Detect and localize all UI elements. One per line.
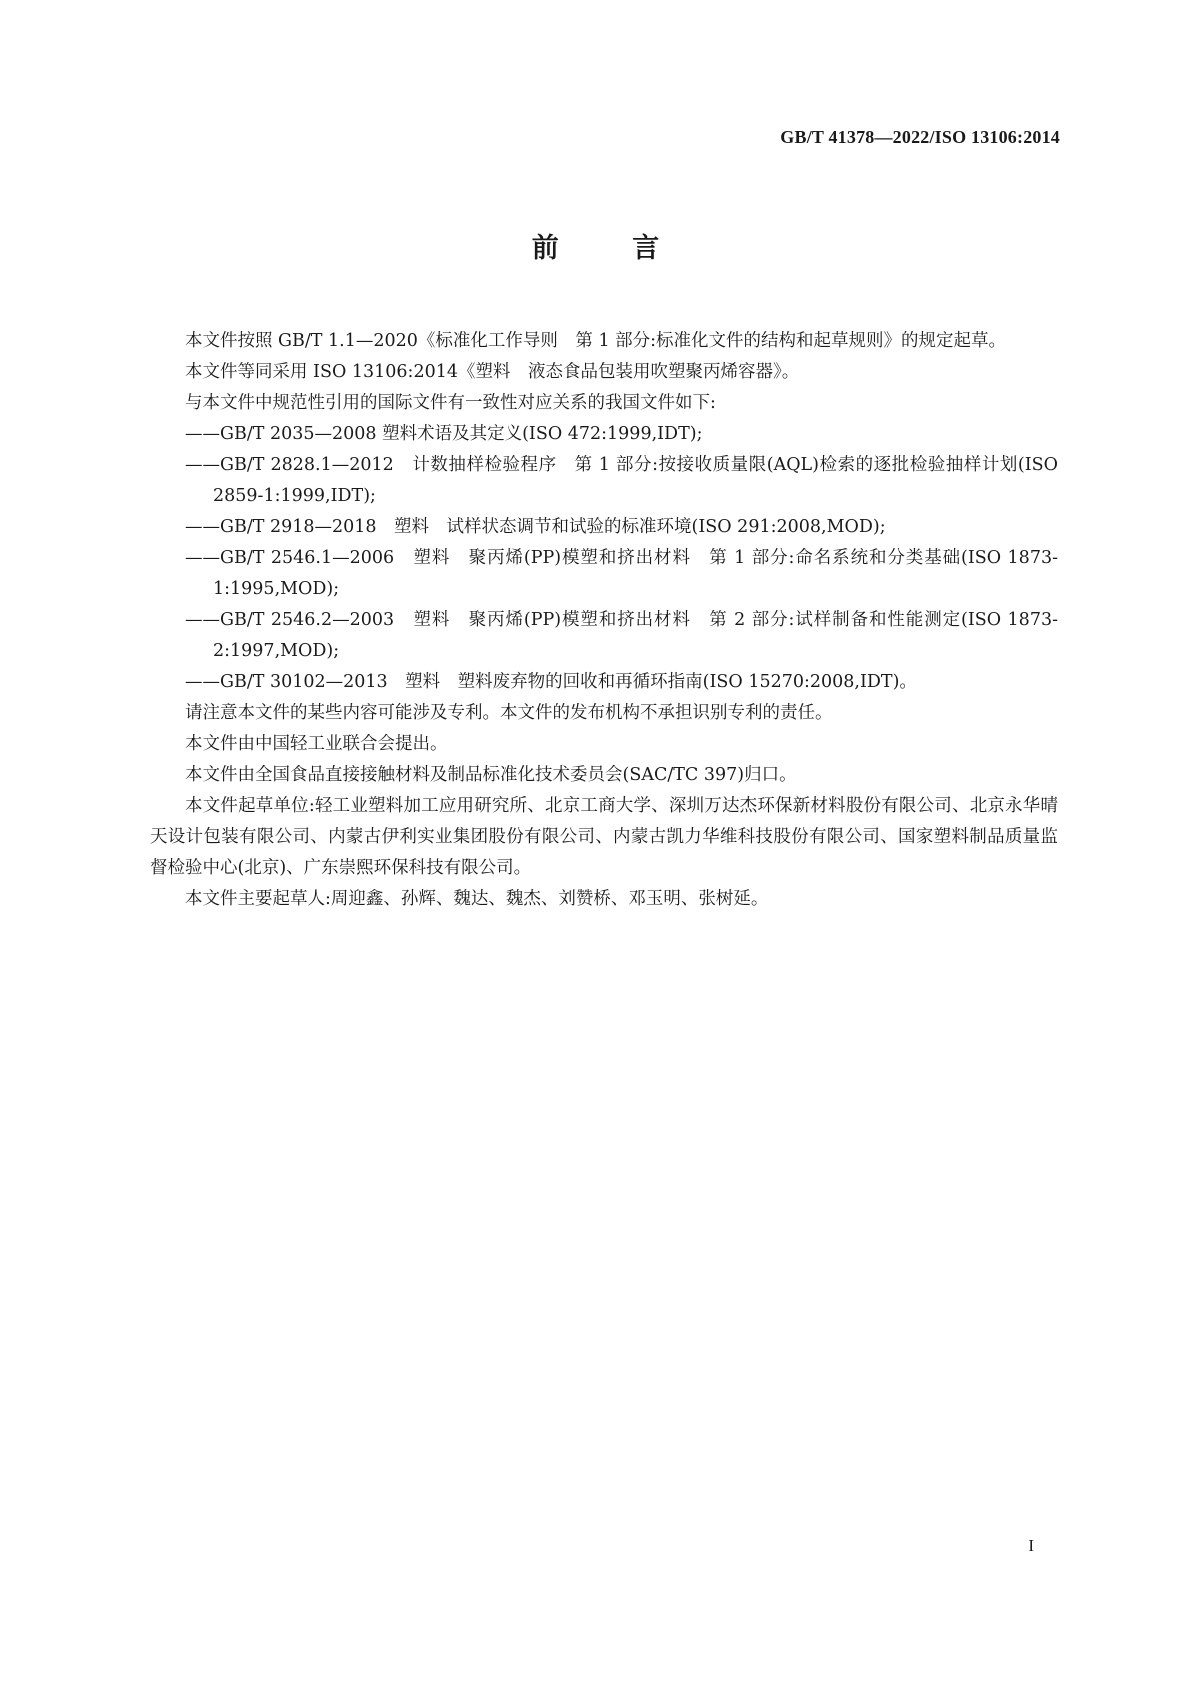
- reference-item: ——GB/T 30102—2013 塑料 塑料废弃物的回收和再循环指南(ISO 15270:2008,IDT)。: [185, 672, 917, 692]
- reference-item: ——GB/T 2546.2—2003 塑料 聚丙烯(PP)模塑和挤出材料 第 2 部分:试样制备和性能测定(ISO 1873-2:1997,MOD);: [185, 610, 1058, 661]
- drafting-organizations-paragraph: 本文件起草单位:轻工业塑料加工应用研究所、北京工商大学、深圳万达杰环保新材料股份有限公司、北京永华晴天设计包装有限公司、内蒙古伊利实业集团股份有限公司、内蒙古凯力华维科技股份有限公司、国家塑料制品质量监督检验中心(北京)、广东崇熙环保科技有限公司。: [150, 796, 1058, 878]
- standard-code-header: GB/T 41378—2022/ISO 13106:2014: [780, 127, 1060, 147]
- reference-item: ——GB/T 2546.1—2006 塑料 聚丙烯(PP)模塑和挤出材料 第 1 部分:命名系统和分类基础(ISO 1873-1:1995,MOD);: [185, 548, 1058, 599]
- adoption-paragraph: 本文件等同采用 ISO 13106:2014《塑料 液态食品包装用吹塑聚丙烯容器》。: [185, 362, 800, 382]
- foreword-body: [150, 326, 1058, 915]
- drafters-paragraph: 本文件主要起草人:周迎鑫、孙辉、魏达、魏杰、刘赞桥、邓玉明、张树延。: [185, 889, 769, 909]
- reference-item: ——GB/T 2918—2018 塑料 试样状态调节和试验的标准环境(ISO 291:2008,MOD);: [185, 517, 886, 537]
- reference-item: ——GB/T 2828.1—2012 计数抽样检验程序 第 1 部分:按接收质量限(AQL)检索的逐批检验抽样计划(ISO 2859-1:1999,IDT);: [185, 455, 1058, 506]
- drafting-rules-paragraph: 本文件按照 GB/T 1.1—2020《标准化工作导则 第 1 部分:标准化文件的结构和起草规则》的规定起草。: [185, 331, 1007, 351]
- page-number: I: [1028, 1536, 1034, 1555]
- proposer-paragraph: 本文件由中国轻工业联合会提出。: [185, 734, 448, 754]
- reference-item: ——GB/T 2035—2008 塑料术语及其定义(ISO 472:1999,IDT);: [185, 424, 703, 444]
- reference-intro-paragraph: 与本文件中规范性引用的国际文件有一致性对应关系的我国文件如下:: [185, 393, 716, 413]
- patent-notice-paragraph: 请注意本文件的某些内容可能涉及专利。本文件的发布机构不承担识别专利的责任。: [185, 703, 833, 723]
- committee-paragraph: 本文件由全国食品直接接触材料及制品标准化技术委员会(SAC/TC 397)归口。: [185, 765, 797, 785]
- reference-list: [150, 419, 1058, 698]
- page-title: 前 言: [531, 233, 692, 264]
